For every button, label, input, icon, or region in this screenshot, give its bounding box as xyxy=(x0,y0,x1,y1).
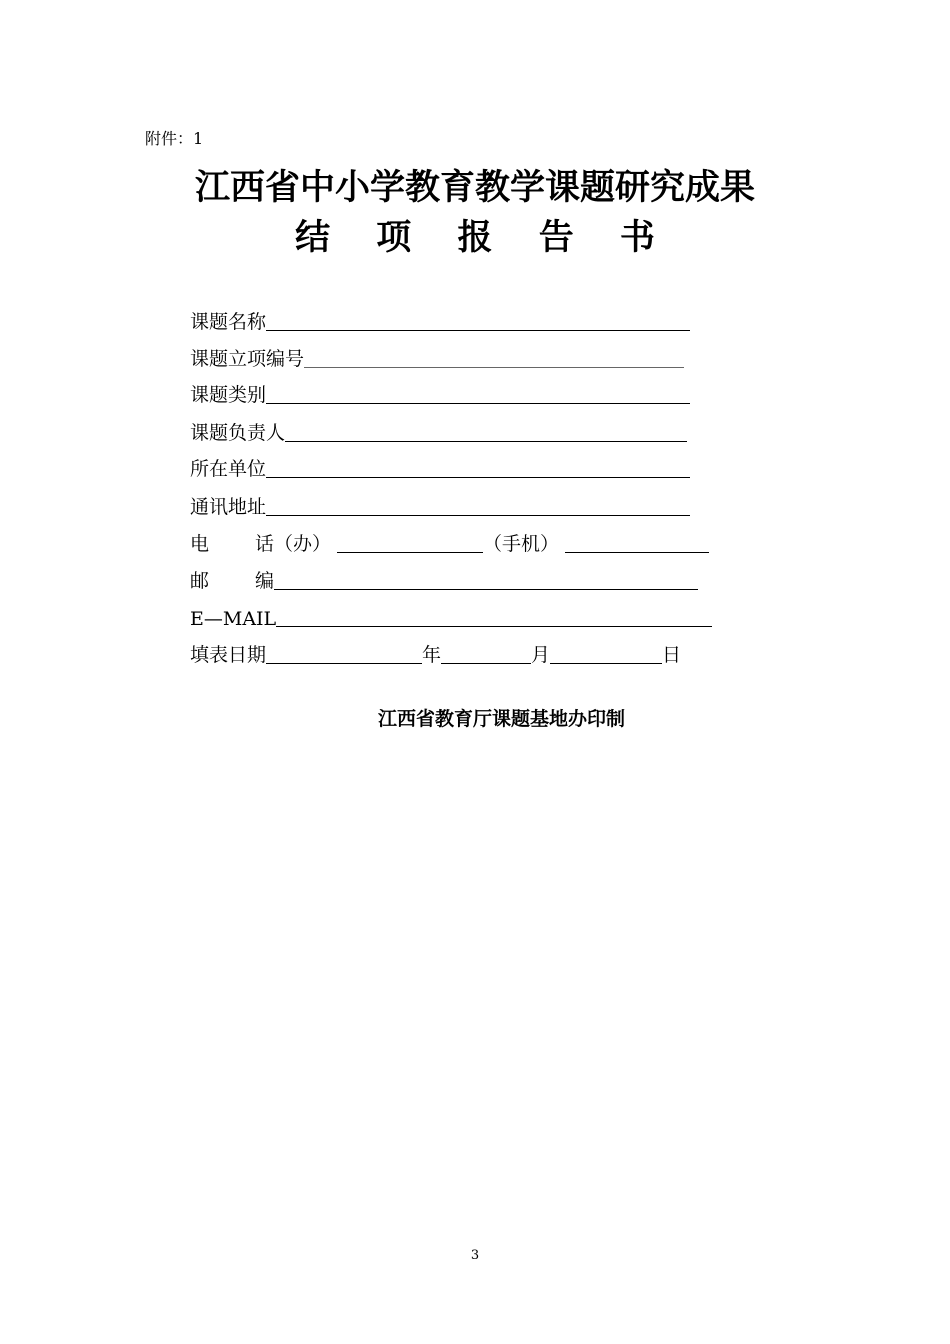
printer-credit: 江西省教育厅课题基地办印制 xyxy=(378,708,626,730)
blank-line-mobile[interactable] xyxy=(565,530,709,553)
title-char: 告 xyxy=(538,218,574,258)
field-label: 话（办） xyxy=(255,533,332,555)
blank-line-day[interactable] xyxy=(550,641,662,664)
title-line-1: 江西省中小学教育教学课题研究成果 xyxy=(194,168,755,208)
blank-line[interactable] xyxy=(266,308,690,331)
blank-line[interactable] xyxy=(266,381,690,404)
title-char: 结 xyxy=(295,218,331,258)
field-unit xyxy=(190,455,690,481)
field-label: 课题名称 xyxy=(190,311,267,333)
blank-line[interactable] xyxy=(266,493,690,516)
field-leader xyxy=(190,419,687,445)
attachment-label: 附件：1 xyxy=(145,129,204,148)
field-label: 年 xyxy=(422,644,442,666)
field-date xyxy=(190,641,681,667)
blank-line[interactable] xyxy=(274,567,698,590)
page-number: 3 xyxy=(470,1248,480,1263)
title-line-2 xyxy=(0,210,950,260)
blank-line-year[interactable] xyxy=(266,641,422,664)
field-label: 课题类别 xyxy=(190,384,267,406)
field-label: （手机） xyxy=(483,533,560,555)
field-label: 课题负责人 xyxy=(190,422,286,444)
field-label: 邮 xyxy=(190,570,210,592)
field-label: 课题立项编号 xyxy=(190,348,305,370)
field-category xyxy=(190,381,690,407)
field-label: E—MAIL xyxy=(190,608,277,630)
blank-line-month[interactable] xyxy=(441,641,531,664)
field-label: 日 xyxy=(662,644,682,666)
field-label: 电 xyxy=(190,533,210,555)
title-char: 书 xyxy=(619,218,655,258)
blank-line[interactable] xyxy=(304,345,684,368)
field-label: 填表日期 xyxy=(190,644,267,666)
field-email xyxy=(190,604,712,630)
field-topic-name xyxy=(190,308,690,334)
field-label: 月 xyxy=(531,644,551,666)
field-phone xyxy=(190,530,709,556)
field-postcode xyxy=(190,567,698,593)
blank-line[interactable] xyxy=(276,604,712,627)
field-label: 编 xyxy=(255,570,275,592)
blank-line[interactable] xyxy=(285,419,687,442)
field-label: 通讯地址 xyxy=(190,496,267,518)
title-char: 报 xyxy=(457,218,493,258)
blank-line-office[interactable] xyxy=(337,530,483,553)
field-project-number xyxy=(190,345,684,371)
blank-line[interactable] xyxy=(266,455,690,478)
field-label: 所在单位 xyxy=(190,458,267,480)
field-address xyxy=(190,493,690,519)
title-char: 项 xyxy=(376,218,412,258)
